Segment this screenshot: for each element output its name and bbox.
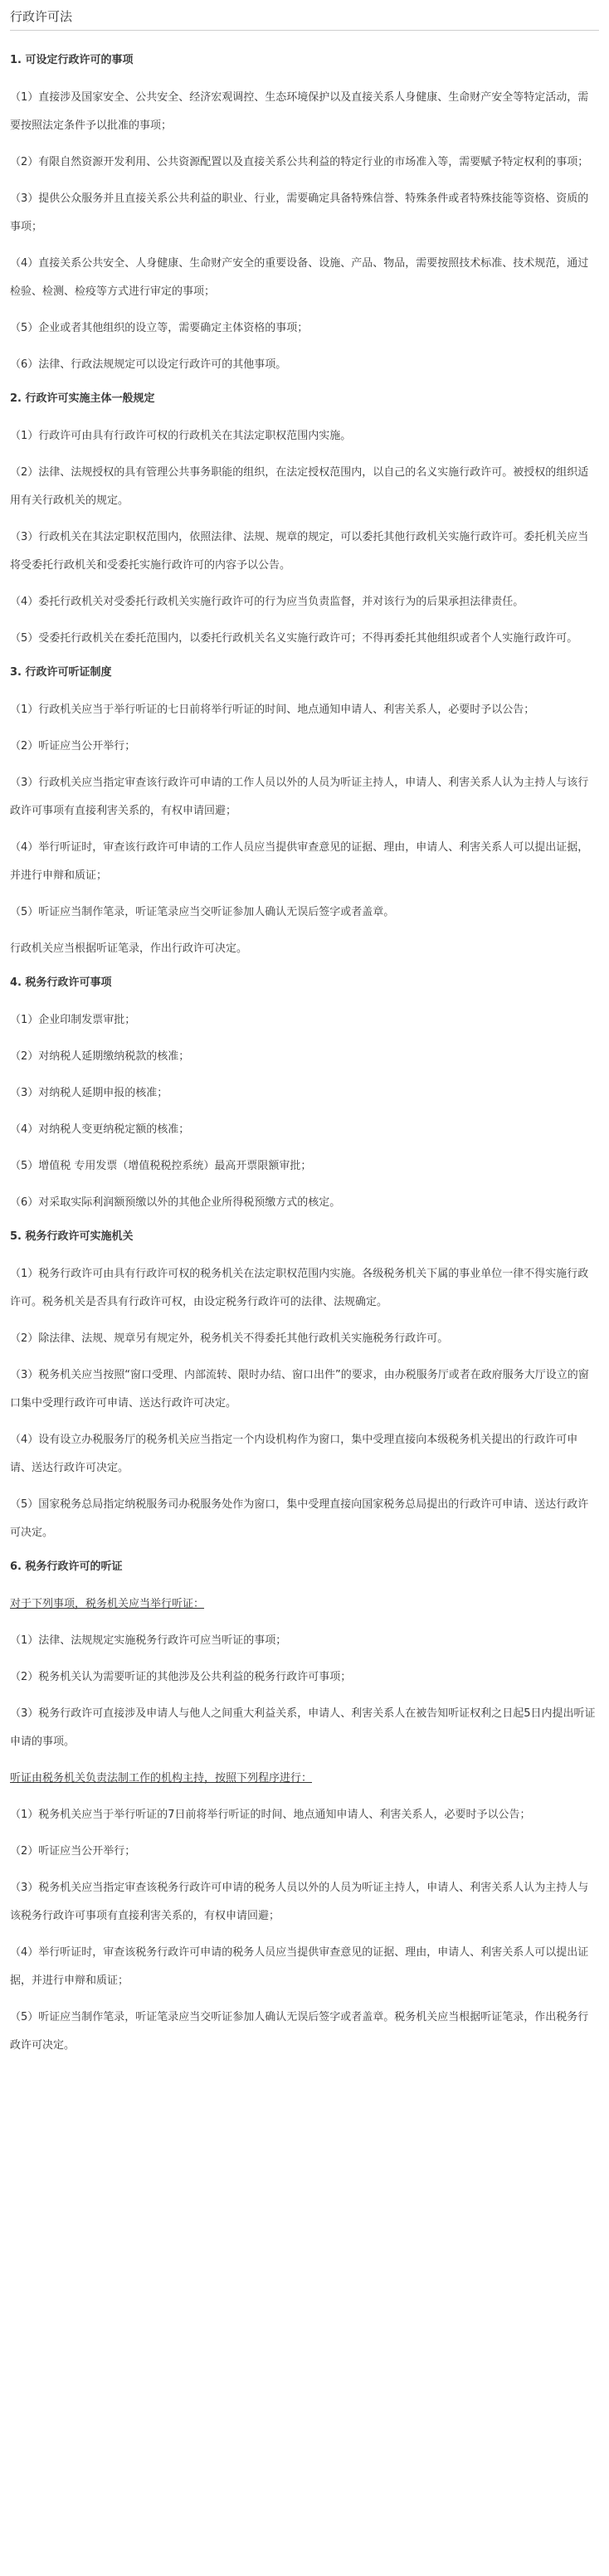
paragraph: （1）直接涉及国家安全、公共安全、经济宏观调控、生态环境保护以及直接关系人身健康、生命财产安全等特定活动，需要按照法定条件予以批准的事项； (10, 91, 589, 132)
paragraph: （3）对纳税人延期申报的核准； (10, 1087, 168, 1099)
paragraph: （1）税务行政许可由具有行政许可权的税务机关在法定职权范围内实施。各级税务机关下属的事业单位一律不得实施行政许可。税务机关是否具有行政许可权，由设定税务行政许可的法律、法规确定。 (10, 1268, 589, 1308)
section (10, 975, 599, 1217)
section (10, 1559, 599, 2060)
section (10, 391, 599, 653)
paragraph: （5）国家税务总局指定纳税服务司办税服务处作为窗口，集中受理直接向国家税务总局提出的行政许可申请、送达行政许可决定。 (10, 1498, 589, 1539)
paragraph: （4）举行听证时，审查该行政许可申请的工作人员应当提供审查意见的证据、理由，申请人、利害关系人可以提出证据，并进行申辩和质证； (10, 841, 589, 882)
section (10, 52, 599, 379)
paragraph: （2）对纳税人延期缴纳税款的核准； (10, 1050, 190, 1063)
paragraph: （4）对纳税人变更纳税定额的核准； (10, 1123, 190, 1136)
paragraph: （4）举行听证时，审查该税务行政许可申请的税务人员应当提供审查意见的证据、理由，申请人、利害关系人可以提出证据，并进行申辩和质证； (10, 1946, 589, 1987)
paragraph: （5）增值税 专用发票（增值税税控系统）最高开票限额审批； (10, 1160, 312, 1172)
paragraph: （3）税务行政许可直接涉及申请人与他人之间重大利益关系，申请人、利害关系人在被告知听证权利之日起5日内提出听证申请的事项。 (10, 1707, 596, 1748)
paragraph: （2）税务机关认为需要听证的其他涉及公共利益的税务行政许可事项； (10, 1671, 352, 1683)
section-title: 2. 行政许可实施主体一般规定 (10, 392, 155, 405)
paragraph: （4）直接关系公共安全、人身健康、生命财产安全的重要设备、设施、产品、物品，需要按照技术标准、技术规范，通过检验、检测、检疫等方式进行审定的事项； (10, 257, 589, 298)
paragraph: （1）行政许可由具有行政许可权的行政机关在其法定职权范围内实施。 (10, 430, 352, 442)
section-title: 6. 税务行政许可的听证 (10, 1561, 123, 1573)
paragraph: （5）企业或者其他组织的设立等，需要确定主体资格的事项； (10, 322, 309, 334)
paragraph: （3）行政机关应当指定审查该行政许可申请的工作人员以外的人员为听证主持人，申请人、利害关系人认为主持人与该行政许可事项有直接利害关系的，有权申请回避； (10, 777, 589, 817)
paragraph: （2）听证应当公开举行； (10, 1845, 136, 1858)
paragraph: （4）设有设立办税服务厅的税务机关应当指定一个内设机构作为窗口，集中受理直接向本级税务机关提出的行政许可申请、送达行政许可决定。 (10, 1434, 578, 1474)
paragraph: （5）听证应当制作笔录，听证笔录应当交听证参加人确认无误后签字或者盖章。税务机关应当根据听证笔录，作出税务行政许可决定。 (10, 2011, 589, 2052)
paragraph: （6）对采取实际利润额预缴以外的其他企业所得税预缴方式的核定。 (10, 1196, 341, 1209)
paragraph: （1）法律、法规规定实施税务行政许可应当听证的事项； (10, 1634, 287, 1647)
paragraph: （5）听证应当制作笔录，听证笔录应当交听证参加人确认无误后签字或者盖章。 (10, 906, 395, 918)
sections-container (10, 52, 599, 2060)
paragraph: （1）企业印制发票审批； (10, 1014, 136, 1026)
section-title: 4. 税务行政许可事项 (10, 976, 112, 989)
section (10, 665, 599, 963)
paragraph: （3）行政机关在其法定职权范围内，依照法律、法规、规章的规定，可以委托其他行政机关实施行政许可。委托机关应当将受委托行政机关和受委托实施行政许可的内容予以公告。 (10, 531, 589, 572)
title-divider (10, 30, 599, 31)
paragraph: （6）法律、行政法规规定可以设定行政许可的其他事项。 (10, 358, 287, 371)
paragraph: （2）法律、法规授权的具有管理公共事务职能的组织，在法定授权范围内，以自己的名义实施行政许可。被授权的组织适用有关行政机关的规定。 (10, 466, 589, 507)
paragraph: （2）听证应当公开举行； (10, 740, 136, 752)
paragraph: （2）除法律、法规、规章另有规定外，税务机关不得委托其他行政机关实施税务行政许可。 (10, 1332, 449, 1345)
document-title: 行政许可法 (10, 9, 73, 24)
paragraph: （3）税务机关应当指定审查该税务行政许可申请的税务人员以外的人员为听证主持人，申请人、利害关系人认为主持人与该税务行政许可事项有直接利害关系的，有权申请回避； (10, 1882, 589, 1922)
paragraph: （4）委托行政机关对受委托行政机关实施行政许可的行为应当负责监督，并对该行为的后果承担法律责任。 (10, 596, 524, 608)
section-title: 1. 可设定行政许可的事项 (10, 54, 134, 66)
underlined-paragraph: 对于下列事项，税务机关应当举行听证： (10, 1598, 205, 1610)
section-title: 5. 税务行政许可实施机关 (10, 1230, 134, 1243)
section-title: 3. 行政许可听证制度 (10, 666, 112, 679)
paragraph: （1）税务机关应当于举行听证的7日前将举行听证的时间、地点通知申请人、利害关系人，必要时予以公告； (10, 1809, 531, 1821)
paragraph: （2）有限自然资源开发利用、公共资源配置以及直接关系公共利益的特定行业的市场准入等，需要赋予特定权利的事项； (10, 156, 589, 168)
paragraph: （3）税务机关应当按照“窗口受理、内部流转、限时办结、窗口出件”的要求，由办税服务厅或者在政府服务大厅设立的窗口集中受理行政许可申请、送达行政许可决定。 (10, 1369, 589, 1410)
paragraph: 行政机关应当根据听证笔录，作出行政许可决定。 (10, 942, 248, 955)
paragraph: （1）行政机关应当于举行听证的七日前将举行听证的时间、地点通知申请人、利害关系人，必要时予以公告； (10, 704, 535, 716)
underlined-paragraph: 听证由税务机关负责法制工作的机构主持，按照下列程序进行： (10, 1772, 313, 1785)
section (10, 1229, 599, 1547)
paragraph: （5）受委托行政机关在委托范围内，以委托行政机关名义实施行政许可；不得再委托其他组织或者个人实施行政许可。 (10, 632, 578, 645)
paragraph: （3）提供公众服务并且直接关系公共利益的职业、行业，需要确定具备特殊信誉、特殊条件或者特殊技能等资格、资质的事项； (10, 192, 589, 233)
